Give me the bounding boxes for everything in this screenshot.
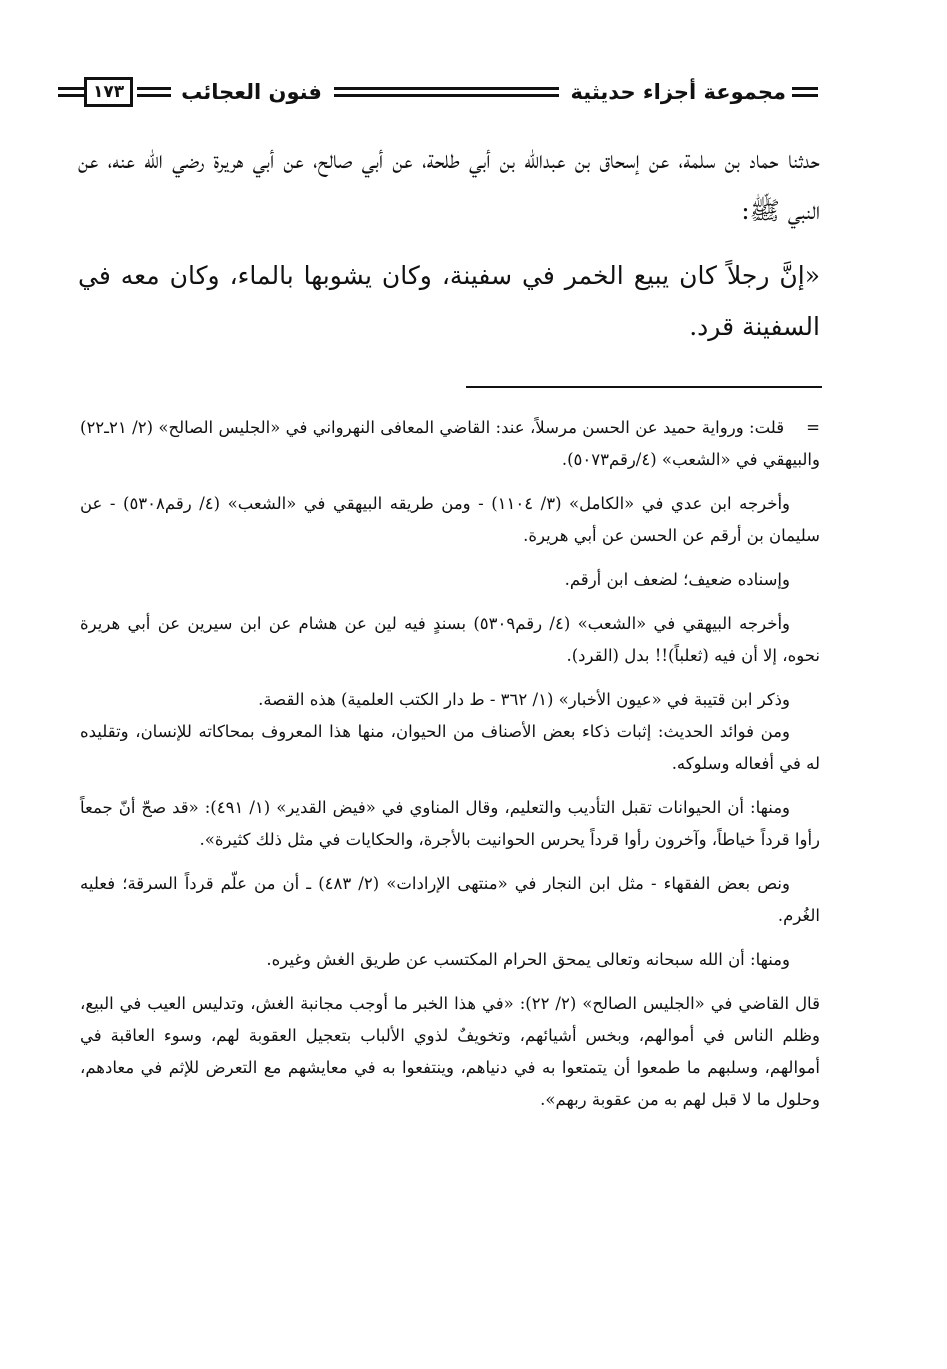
book-title: مجموعة أجزاء حديثية <box>570 80 786 104</box>
header-rule-middle <box>334 87 559 97</box>
footnote-paragraph-7: ومنها: أن الحيوانات تقبل التأديب والتعليم، وقال المناوي في «فيض القدير» (١/ ٤٩١): «قد صحّ أنّ جمعاً رأوا قرداً خياطاً، وآخرون رأوا قرداً يحرس الحوانيت بالأجرة، والحكايات في مثل ذلك كثيرة». <box>80 798 820 849</box>
footnote-paragraph-8: ونص بعض الفقهاء - مثل ابن النجار في «منتهى الإرادات» (٢/ ٤٨٣) ـ أن من علّم قرداً السرقة؛ فعليه الغُرم. <box>80 874 820 925</box>
footnote-paragraph-6: ومن فوائد الحديث: إثبات ذكاء بعض الأصناف من الحيوان، منها هذا المعروف بمحاكاته للإنسان، وتقليده له في أفعاله وسلوكه. <box>80 722 820 773</box>
header-rule-right <box>792 87 818 97</box>
header-rule-left-inner <box>137 87 171 97</box>
header-rule-left <box>58 87 84 97</box>
footnote-paragraph-9: ومنها: أن الله سبحانه وتعالى يمحق الحرام المكتسب عن طريق الغش وغيره. <box>266 950 790 969</box>
main-paragraph-1: حدثنا حماد بن سلمة، عن إسحاق بن عبدالله بن أبي طلحة، عن أبي صالح، عن أبي هريرة رضي الله عنه، عن النبي ﷺ: <box>78 145 820 225</box>
footnote-paragraph-10: قال القاضي في «الجليس الصالح» (٢/ ٢٢): «في هذا الخبر ما أوجب مجانبة الغش، وتدليس العيب في البيع، وظلم الناس في أموالهم، وبخس أشيائهم، وتخويفٌ لذوي الألباب بتعجيل العقوبة لهم، وسوء العاقبة في أموالهم، وسلبهم ما طمعوا أن يتمتعوا به في دنياهم، وينتفعوا به في معايشهم مع التعرض للإثم في معادهم، وحلول ما لا قبل لهم به من عقوبة ربهم». <box>80 994 820 1109</box>
main-text <box>78 134 820 366</box>
footnote-paragraph-1 <box>80 412 820 476</box>
main-paragraph-2: «إنَّ رجلاً كان يبيع الخمر في سفينة، وكان يشوبها بالماء، وكان معه في السفينة قرد. <box>78 261 820 341</box>
footnote-paragraph-5: وذكر ابن قتيبة في «عيون الأخبار» (١/ ٣٦٢ - ط دار الكتب العلمية) هذه القصة. <box>258 690 790 709</box>
page-header <box>58 72 818 112</box>
footnotes <box>80 412 820 1128</box>
footnote-paragraph-3: وإسناده ضعيف؛ لضعف ابن أرقم. <box>564 570 790 589</box>
continuation-mark: = <box>806 418 820 437</box>
section-title: فنون العجائب <box>181 80 322 104</box>
page-number: ١٧٣ <box>84 77 133 107</box>
footnote-paragraph-4: وأخرجه البيهقي في «الشعب» (٤/ رقم٥٣٠٩) بسندٍ فيه لين عن هشام عن ابن سيرين عن أبي هريرة نحوه، إلا أن فيه (ثعلباً)!! بدل (القرد). <box>80 614 820 665</box>
footnote-paragraph-2: وأخرجه ابن عدي في «الكامل» (٣/ ١١٠٤) - ومن طريقه البيهقي في «الشعب» (٤/ رقم٥٣٠٨) - عن سليمان بن أرقم عن الحسن عن أبي هريرة. <box>80 494 820 545</box>
footnote-text-1: قلت: ورواية حميد عن الحسن مرسلاً، عند: القاضي المعافى النهرواني في «الجليس الصالح» (٢/ ٢١ـ٢٢) والبيهقي في «الشعب» (٤/رقم٥٠٧٣). <box>80 418 820 469</box>
footnote-separator <box>466 386 822 388</box>
